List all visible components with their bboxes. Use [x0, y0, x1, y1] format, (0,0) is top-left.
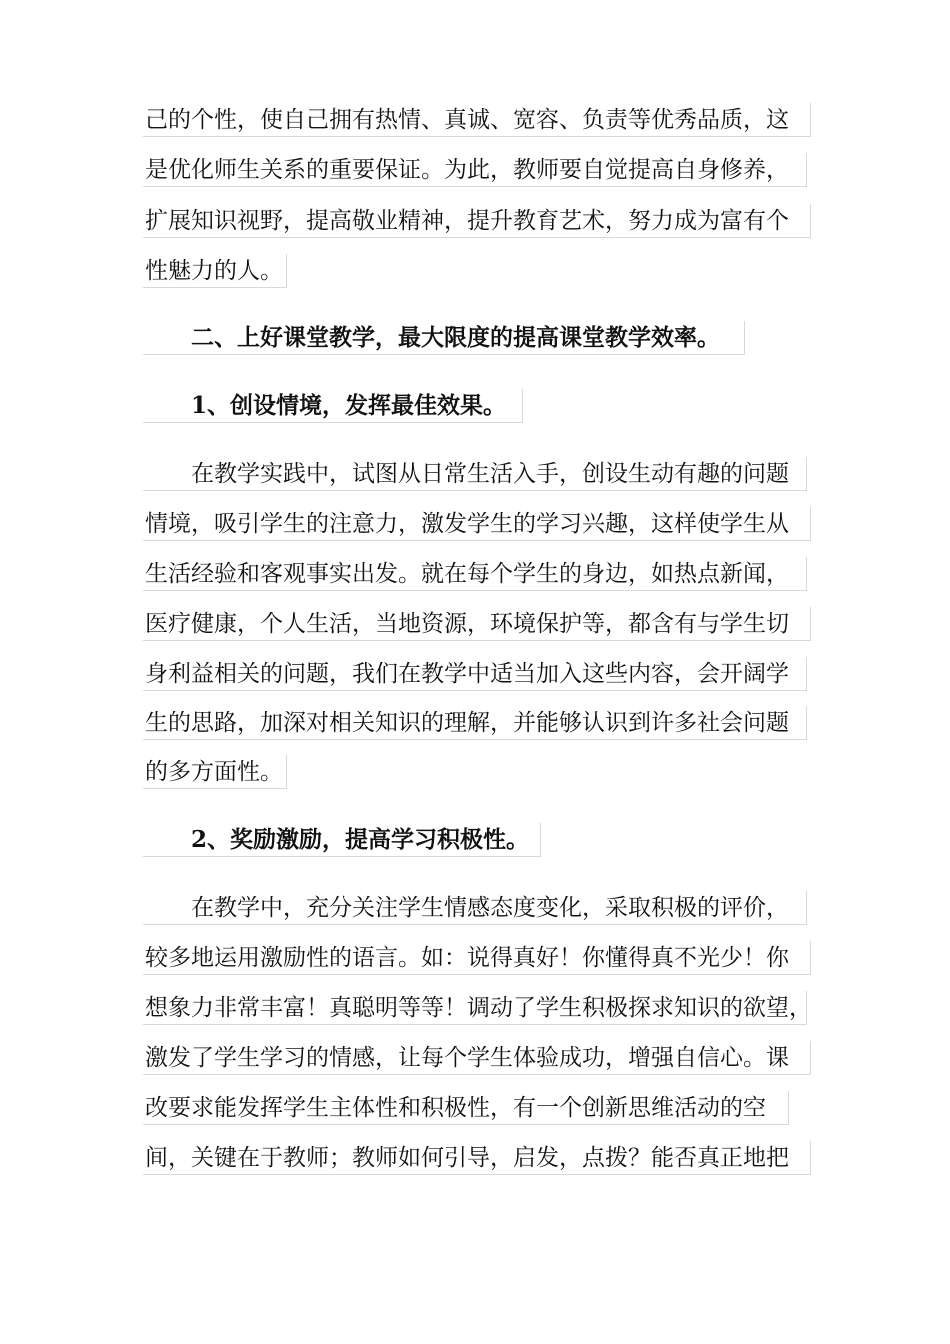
paragraph-line: 间，关键在于教师；教师如何引导，启发，点拨？能否真正地把 — [143, 1141, 811, 1175]
paragraph-line: 的多方面性。 — [143, 755, 287, 789]
paragraph-line: 在教学实践中，试图从日常生活入手，创设生动有趣的问题 — [143, 457, 807, 491]
paragraph-line: 在教学中，充分关注学生情感态度变化，采取积极的评价， — [143, 891, 807, 925]
paragraph-line: 扩展知识视野，提高敬业精神，提升教育艺术，努力成为富有个 — [143, 204, 811, 238]
paragraph-line: 身利益相关的问题，我们在教学中适当加入这些内容，会开阔学 — [143, 657, 807, 691]
paragraph-line: 想象力非常丰富！真聪明等等！调动了学生积极探求知识的欲望， — [143, 991, 807, 1025]
paragraph-line: 较多地运用激励性的语言。如：说得真好！你懂得真不光少！你 — [143, 941, 811, 975]
paragraph-line: 性魅力的人。 — [143, 254, 287, 288]
subsection-heading: 1、创设情境，发挥最佳效果。 — [143, 389, 523, 423]
paragraph-line: 生的思路，加深对相关知识的理解，并能够认识到许多社会问题 — [143, 706, 807, 740]
subsection-heading: 2、奖励激励，提高学习积极性。 — [143, 823, 541, 857]
paragraph-line: 己的个性，使自己拥有热情、真诚、宽容、负责等优秀品质，这 — [143, 103, 811, 137]
paragraph-line: 生活经验和客观事实出发。就在每个学生的身边，如热点新闻， — [143, 557, 807, 591]
paragraph-line: 医疗健康，个人生活，当地资源，环境保护等，都含有与学生切 — [143, 607, 811, 641]
paragraph-line: 激发了学生学习的情感，让每个学生体验成功，增强自信心。课 — [143, 1041, 811, 1075]
paragraph-line: 改要求能发挥学生主体性和积极性，有一个创新思维活动的空 — [143, 1091, 789, 1125]
paragraph-line: 是优化师生关系的重要保证。为此，教师要自觉提高自身修养， — [143, 153, 807, 187]
section-heading: 二、上好课堂教学，最大限度的提高课堂教学效率。 — [143, 321, 745, 355]
paragraph-line: 情境，吸引学生的注意力，激发学生的学习兴趣，这样使学生从 — [143, 507, 811, 541]
